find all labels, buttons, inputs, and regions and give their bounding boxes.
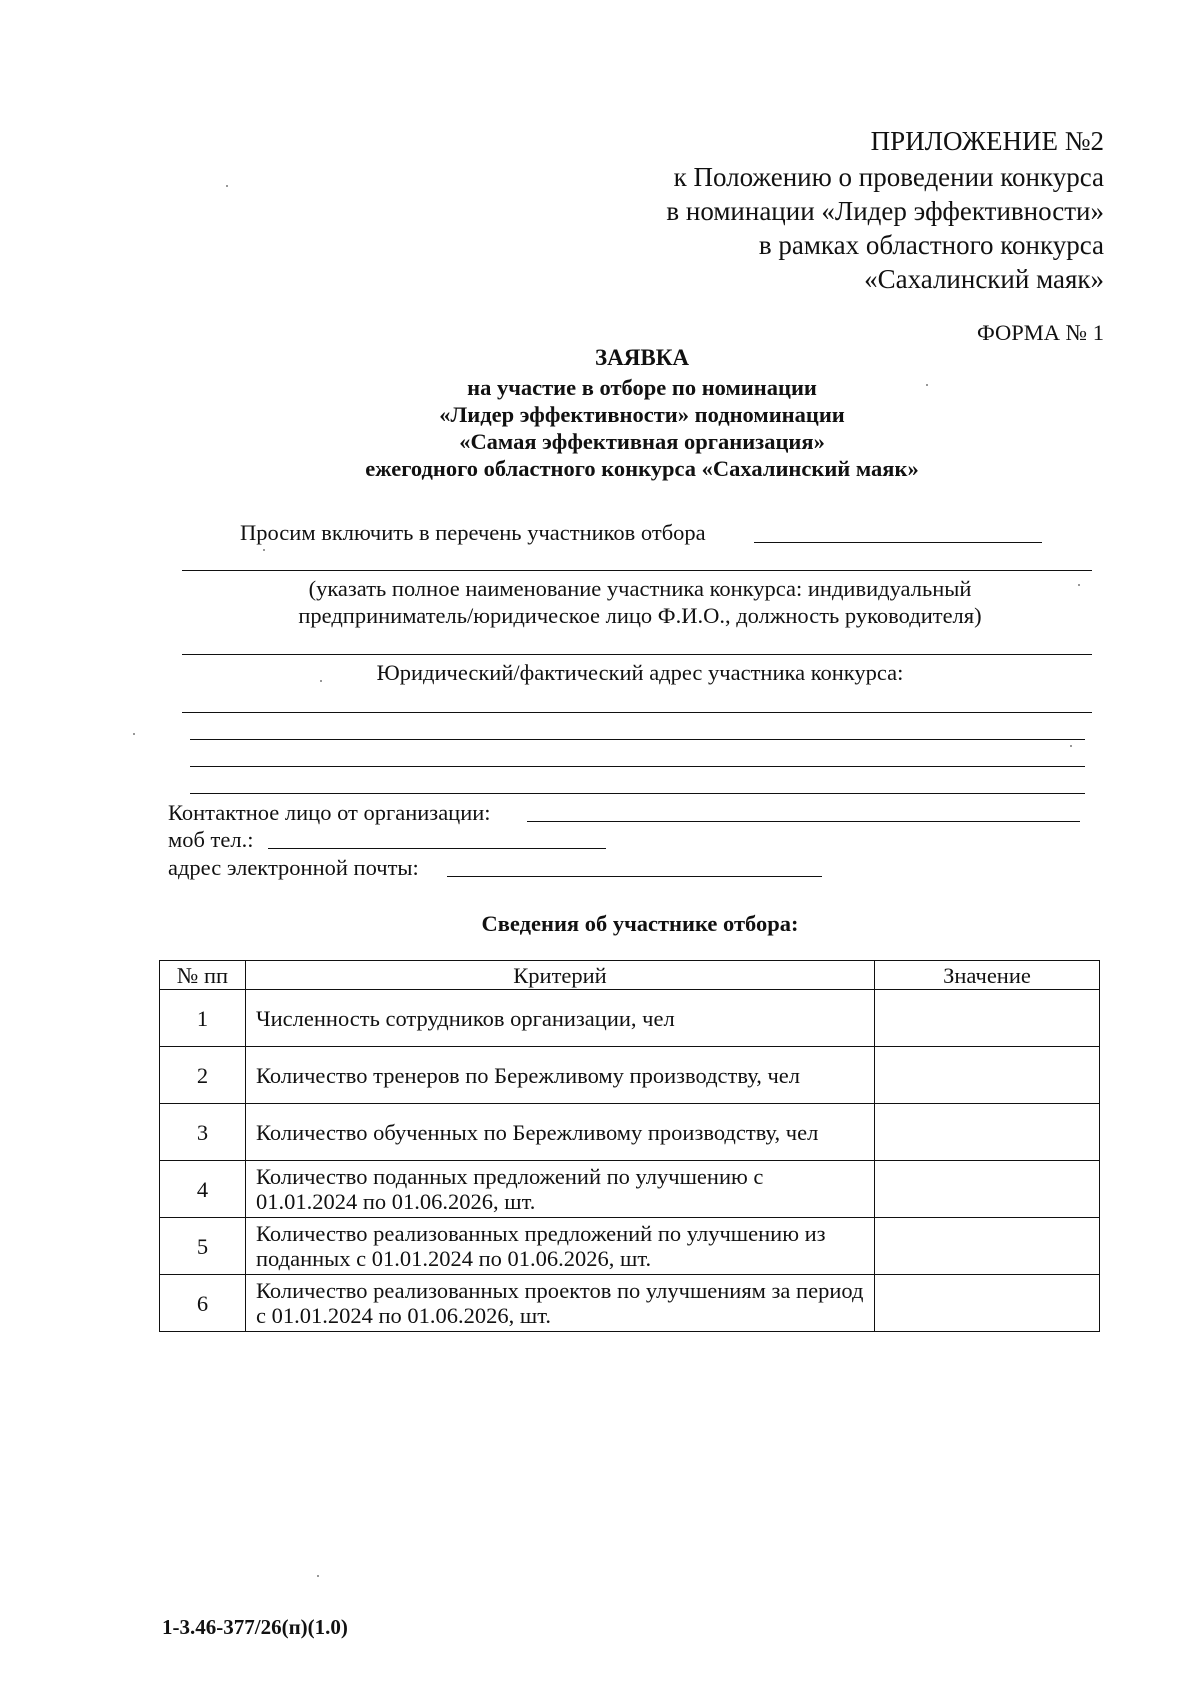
appendix-line-1: к Положению о проведении конкурса: [673, 162, 1104, 192]
scan-speck: [317, 1575, 319, 1577]
row-value[interactable]: [875, 1275, 1100, 1332]
address-line-3[interactable]: [190, 766, 1085, 767]
address-line-1[interactable]: [182, 712, 1092, 713]
application-subtitle-4: ежегодного областного конкурса «Сахалинский маяк»: [365, 456, 919, 481]
scan-speck: [133, 733, 135, 735]
application-subtitle-2: «Лидер эффективности» подноминации: [439, 402, 845, 427]
address-line-2[interactable]: [190, 739, 1085, 740]
row-num: 4: [160, 1161, 246, 1218]
row-criterion: Количество обученных по Бережливому производству, чел: [246, 1104, 875, 1161]
participant-extra-line[interactable]: [182, 654, 1092, 655]
criteria-table: [159, 960, 1100, 1332]
participant-name-line[interactable]: [754, 542, 1042, 543]
table-row: [160, 1047, 1100, 1104]
form-number: ФОРМА № 1: [976, 320, 1104, 345]
row-value[interactable]: [875, 1218, 1100, 1275]
table-header-row: [160, 961, 1100, 990]
info-heading: Сведения об участнике отбора:: [481, 911, 799, 936]
scan-speck: [1078, 584, 1080, 586]
appendix-line-4: «Сахалинский маяк»: [864, 264, 1104, 294]
contact-person-label: Контактное лицо от организации:: [168, 800, 491, 825]
address-line-4[interactable]: [190, 793, 1085, 794]
row-criterion: Количество реализованных проектов по улучшениям за период с 01.01.2024 по 01.06.2026, шт.: [246, 1275, 875, 1332]
row-criterion: Количество реализованных предложений по улучшению из поданных с 01.01.2024 по 01.06.2026, шт.: [246, 1218, 875, 1275]
scan-speck: [320, 680, 322, 682]
document-code: 1-3.46-377/26(п)(1.0): [162, 1615, 348, 1639]
row-criterion: Количество поданных предложений по улучшению с 01.01.2024 по 01.06.2026, шт.: [246, 1161, 875, 1218]
row-num: 3: [160, 1104, 246, 1161]
appendix-title: ПРИЛОЖЕНИЕ №2: [870, 126, 1104, 156]
header-criterion: Критерий: [246, 961, 875, 990]
phone-line[interactable]: [268, 848, 606, 849]
appendix-line-3: в рамках областного конкурса: [758, 230, 1104, 260]
row-value[interactable]: [875, 1047, 1100, 1104]
scan-speck: [926, 384, 928, 386]
participant-name-line-2[interactable]: [182, 570, 1092, 571]
contact-person-line[interactable]: [527, 821, 1080, 822]
row-criterion: Количество тренеров по Бережливому производству, чел: [246, 1047, 875, 1104]
application-title: ЗАЯВКА: [595, 345, 689, 370]
row-num: 2: [160, 1047, 246, 1104]
participant-hint-2: предприниматель/юридическое лицо Ф.И.О., должность руководителя): [298, 603, 982, 628]
application-subtitle-1: на участие в отборе по номинации: [467, 375, 817, 400]
row-num: 6: [160, 1275, 246, 1332]
phone-label: моб тел.:: [168, 827, 254, 852]
table-row: [160, 990, 1100, 1047]
application-subtitle-3: «Самая эффективная организация»: [459, 429, 825, 454]
table-row: [160, 1161, 1100, 1218]
scan-speck: [226, 185, 228, 187]
row-value[interactable]: [875, 1161, 1100, 1218]
header-value: Значение: [875, 961, 1100, 990]
table-row: [160, 1275, 1100, 1332]
email-line[interactable]: [447, 876, 822, 877]
appendix-line-2: в номинации «Лидер эффективности»: [666, 196, 1104, 226]
table-row: [160, 1218, 1100, 1275]
row-value[interactable]: [875, 1104, 1100, 1161]
row-criterion: Численность сотрудников организации, чел: [246, 990, 875, 1047]
header-num: № пп: [160, 961, 246, 990]
scan-speck: [263, 549, 265, 551]
email-label: адрес электронной почты:: [168, 855, 419, 880]
table-row: [160, 1104, 1100, 1161]
request-text: Просим включить в перечень участников отбора: [240, 520, 706, 545]
participant-hint-1: (указать полное наименование участника конкурса: индивидуальный: [308, 576, 972, 601]
row-num: 1: [160, 990, 246, 1047]
row-num: 5: [160, 1218, 246, 1275]
scan-speck: [1070, 745, 1072, 747]
row-value[interactable]: [875, 990, 1100, 1047]
address-label: Юридический/фактический адрес участника конкурса:: [376, 660, 904, 685]
